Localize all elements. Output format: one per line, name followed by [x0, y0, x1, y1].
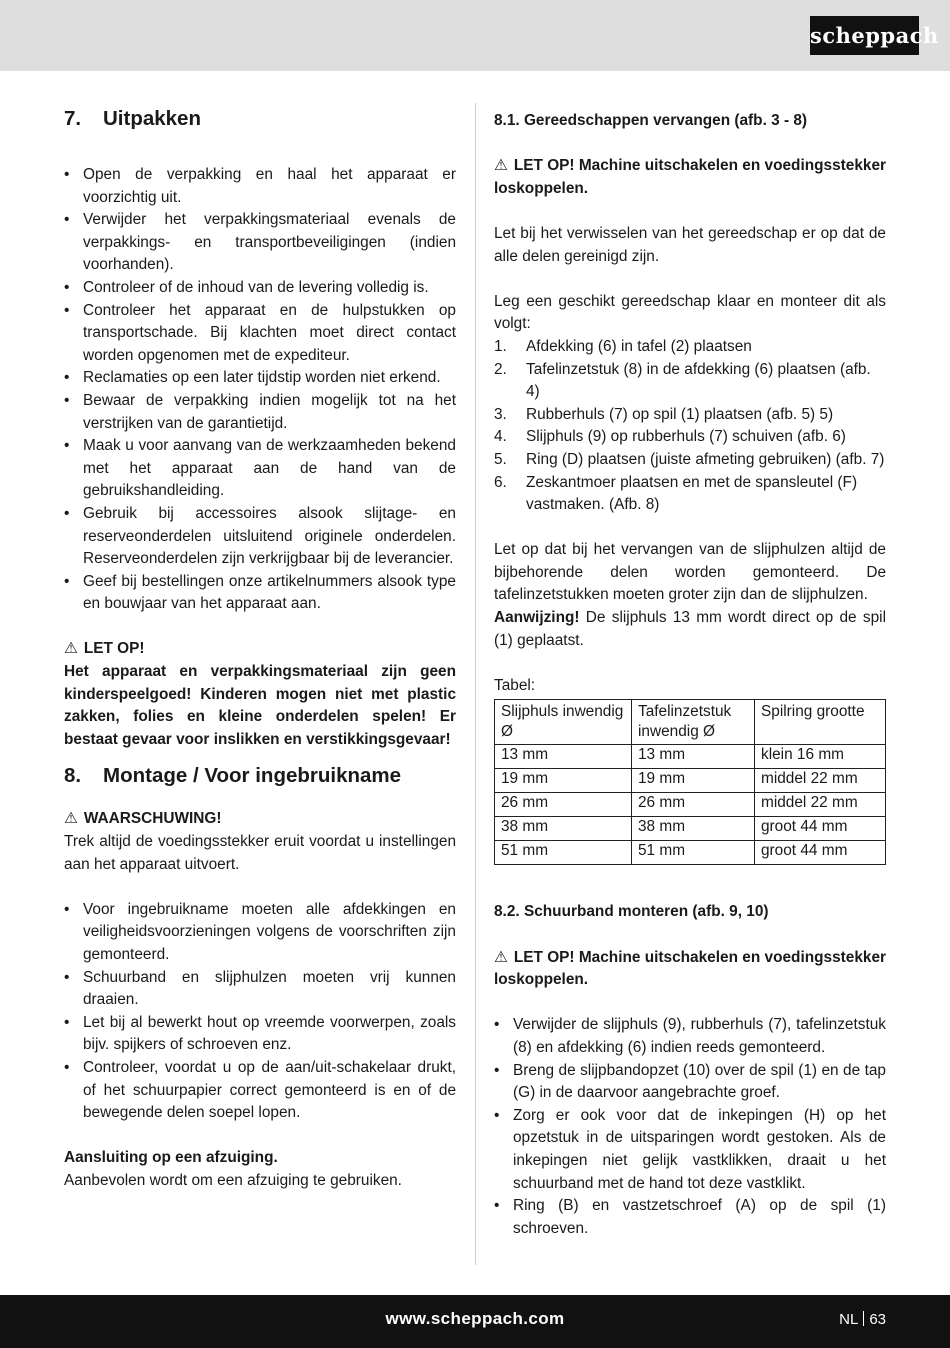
- warning-title: ⚠ LET OP!: [64, 640, 145, 658]
- table-row: 51 mm 51 mm groot 44 mm: [495, 841, 886, 865]
- section-title: Montage / Voor ingebruikname: [103, 764, 402, 788]
- separator: [863, 1311, 864, 1326]
- list-item: 5. Ring (D) plaatsen (juiste afmeting gebruiken) (afb. 7): [494, 450, 885, 468]
- page-header: [0, 0, 950, 71]
- paragraph: Let bij het verwisselen van het gereedschap er op dat de alle delen gereinigd zijn.: [494, 224, 886, 265]
- list-item: • Controleer, voordat u op de aan/uit-schakelaar drukt, of het schuurpapier correct gemonteerd is en of de bewegende delen soepel lopen.: [64, 1058, 456, 1122]
- section-title: Uitpakken: [103, 107, 201, 130]
- list-item: • Bewaar de verpakking indien mogelijk tot na het verstrijken van de garantietijd.: [64, 391, 456, 432]
- list-item: • Breng de slijpbandopzet (10) over de spil (1) en de tap (G) in de daarvoor aangebrachte groef.: [494, 1061, 886, 1102]
- list-item: 1. Afdekking (6) in tafel (2) plaatsen: [494, 337, 752, 355]
- list-item: • Verwijder het verpakkingsmateriaal evenals de verpakkings- en transportbeveiligingen (indien voorhanden).: [64, 211, 456, 274]
- list-item: • Open de verpakking en haal het apparaat er voorzichtig uit.: [64, 166, 456, 206]
- column-header: Tafelinzetstuk inwendig Ø: [632, 700, 755, 745]
- warning-text: Trek altijd de voedingsstekker eruit voordat u instellingen aan het apparaat uitvoert.: [64, 833, 456, 873]
- setup-list: [64, 899, 456, 1125]
- hint-label: Aanwijzing!: [494, 609, 580, 627]
- page-number: [839, 1311, 886, 1328]
- extraction-text: Aanbevolen wordt om een afzuiging te gebruiken.: [64, 1171, 402, 1189]
- language-code: NL: [839, 1311, 859, 1328]
- section-8-2-heading: 8.2. Schuurband monteren (afb. 9, 10): [494, 903, 769, 921]
- warning-triangle-icon: ⚠: [64, 640, 78, 658]
- section-number: 7.: [64, 107, 82, 130]
- page-number-value: 63: [869, 1311, 886, 1328]
- sleeve-size-table: [494, 699, 886, 865]
- extraction-heading: Aansluiting op een afzuiging.: [64, 1149, 278, 1167]
- section-8-heading: [64, 761, 456, 791]
- warning-triangle-icon: ⚠: [494, 157, 508, 175]
- steps-list: [494, 336, 886, 517]
- brand-logo: scheppach: [810, 16, 919, 55]
- column-header: Slijphuls inwendig Ø: [495, 700, 632, 745]
- warning-triangle-icon: ⚠: [494, 948, 508, 966]
- list-item: • Reclamaties op een later tijdstip worden niet erkend.: [64, 369, 441, 387]
- list-item: • Ring (B) en vastzetschroef (A) op de spil (1) schroeven.: [494, 1197, 886, 1237]
- website-link[interactable]: www.scheppach.com: [385, 1309, 565, 1328]
- warning-text: Het apparaat en verpakkingsmateriaal zijn geen kinderspeelgoed! Kinderen mogen niet met plastic zakken, folies en kleine onderdelen spelen! Er bestaat gevaar voor inslikken en verstikkingsgevaar!: [64, 663, 456, 748]
- right-column: [494, 104, 886, 1240]
- list-item: • Gebruik bij accessoires alsook slijtage- en reserveonderdelen uitsluitend originele onderdelen. Reserveonderdelen zijn verkrijgbaar bij de leverancier.: [64, 504, 456, 568]
- list-item: 6. Zeskantmoer plaatsen en met de spansleutel (F) vastmaken. (Afb. 8): [494, 473, 858, 514]
- table-row: 26 mm 26 mm middel 22 mm: [495, 793, 886, 817]
- list-item: • Controleer of de inhoud van de levering volledig is.: [64, 278, 429, 296]
- paragraph: Let op dat bij het vervangen van de slijphulzen altijd de bijbehorende delen worden gemonteerd. De tafelinzetstukken moeten groter zijn dan de slijphulzen.: [494, 541, 886, 604]
- table-header-row: [495, 700, 886, 745]
- section-8-1-heading: 8.1. Gereedschappen vervangen (afb. 3 - 8): [494, 112, 808, 129]
- table-row: 38 mm 38 mm groot 44 mm: [495, 817, 886, 841]
- list-item: • Voor ingebruikname moeten alle afdekkingen en veiligheidsvoorzieningen volgens de voorschriften zijn gemonteerd.: [64, 900, 456, 963]
- left-column: [64, 104, 456, 1193]
- unpack-list: [64, 164, 456, 616]
- list-item: • Zorg er ook voor dat de inkepingen (H) op het opzetstuk in de uitsparingen wordt gestoken. Als de inkepingen niet gelijk vastklikken, draait u het schuurband met de hand tot deze vastklikt.: [494, 1106, 886, 1192]
- list-item: 4. Slijphuls (9) op rubberhuls (7) schuiven (afb. 6): [494, 428, 846, 446]
- list-item: • Let bij al bewerkt hout op vreemde voorwerpen, zoals bijv. spijkers of schroeven enz.: [64, 1013, 456, 1054]
- page-footer: [0, 1295, 950, 1348]
- column-header: Spilring grootte: [755, 700, 886, 745]
- section-number: 8.: [64, 764, 82, 788]
- hint-paragraph: Aanwijzing! De slijphuls 13 mm wordt direct op de spil (1) geplaatst.: [494, 609, 886, 649]
- warning-title: ⚠ WAARSCHUWING!: [64, 810, 222, 828]
- list-item: 2. Tafelinzetstuk (8) in de afdekking (6) plaatsen (afb. 4): [494, 360, 871, 401]
- list-item: • Controleer het apparaat en de hulpstukken op transportschade. Bij klachten moet direct contact worden opgenomen met de expediteur.: [64, 301, 456, 364]
- section-7-heading: [64, 104, 456, 134]
- warning-text: ⚠ LET OP! Machine uitschakelen en voedingsstekker loskoppelen.: [494, 948, 886, 989]
- warning-text: ⚠ LET OP! Machine uitschakelen en voedingsstekker loskoppelen.: [494, 157, 886, 197]
- paragraph: Leg een geschikt gereedschap klaar en monteer dit als volgt:: [494, 292, 886, 333]
- column-divider: [475, 103, 476, 1265]
- list-item: • Schuurband en slijphulzen moeten vrij kunnen draaien.: [64, 968, 456, 1009]
- table-row: 19 mm 19 mm middel 22 mm: [495, 769, 886, 793]
- table-row: 13 mm 13 mm klein 16 mm: [495, 745, 886, 769]
- list-item: • Maak u voor aanvang van de werkzaamheden bekend met het apparaat aan de hand van de gebruikshandleiding.: [64, 437, 456, 500]
- list-item: • Verwijder de slijphuls (9), rubberhuls (7), tafelinzetstuk (8) en afdekking (6) indien reeds gemonteerd.: [494, 1016, 886, 1056]
- list-item: 3. Rubberhuls (7) op spil (1) plaatsen (afb. 5) 5): [494, 405, 834, 423]
- band-list: [494, 1014, 886, 1240]
- warning-triangle-icon: ⚠: [64, 810, 78, 828]
- table-label: Tabel:: [494, 676, 536, 694]
- list-item: • Geef bij bestellingen onze artikelnummers alsook type en bouwjaar van het apparaat aan.: [64, 572, 456, 613]
